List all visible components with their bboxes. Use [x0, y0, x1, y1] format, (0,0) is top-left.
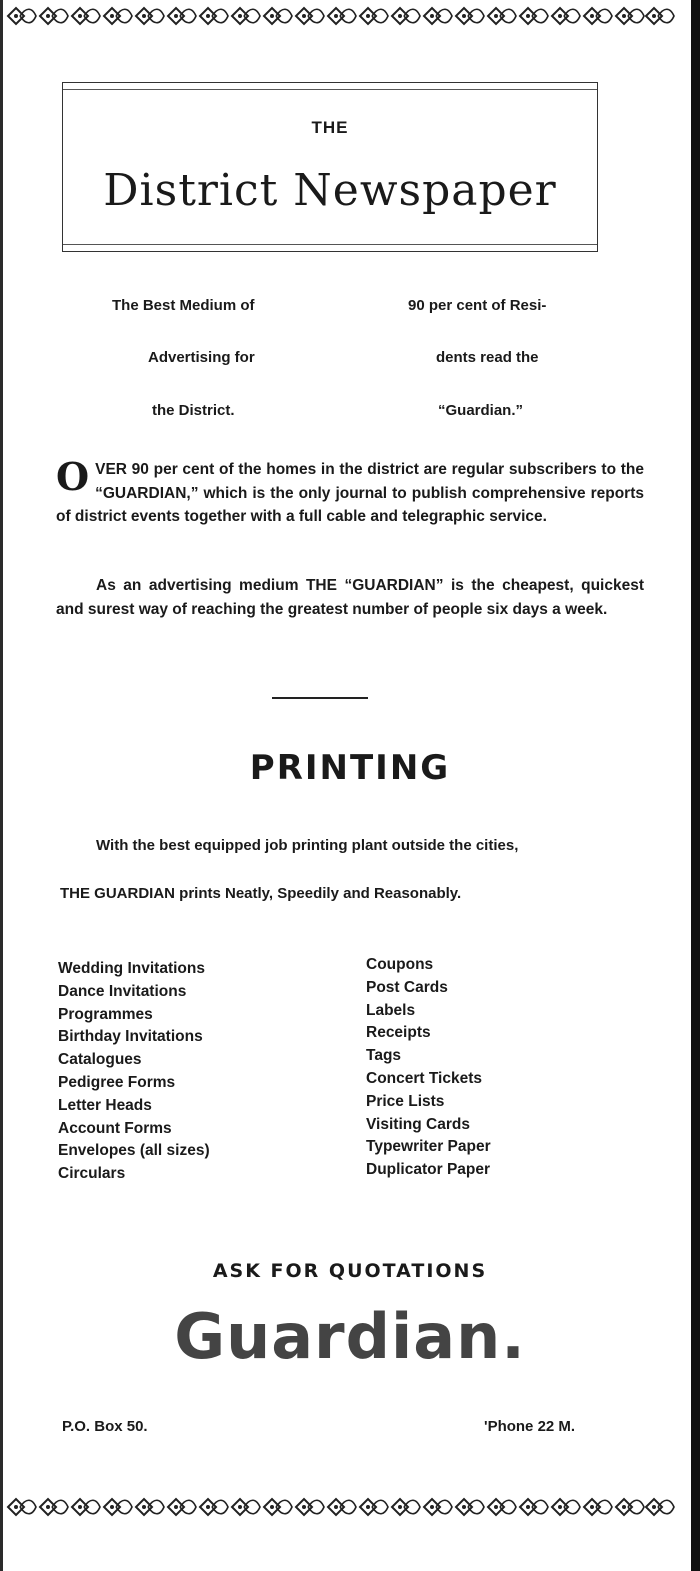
list-item: Catalogues	[58, 1051, 142, 1069]
ask-for-quotations: ASK FOR QUOTATIONS	[212, 1260, 488, 1282]
decorative-border-bottom	[6, 1494, 676, 1520]
list-item: Price Lists	[366, 1092, 445, 1110]
body-paragraph-1	[56, 454, 644, 529]
printing-intro-line-2: THE GUARDIAN prints Neatly, Speedily and Reasonably.	[60, 885, 462, 902]
masthead-rule-top	[63, 89, 597, 90]
brand-name: Guardian.	[174, 1300, 526, 1373]
masthead-rule-bottom	[63, 244, 597, 245]
list-item: Letter Heads	[58, 1096, 152, 1114]
phone-number: 'Phone 22 M.	[484, 1418, 576, 1435]
left-column-line-2: Advertising for	[148, 349, 255, 366]
product-list-left	[58, 958, 210, 1186]
left-column-line-3: the District.	[152, 402, 235, 419]
right-column-line-2: dents read the	[436, 349, 539, 366]
list-item: Account Forms	[58, 1119, 172, 1137]
left-column-line-1: The Best Medium of	[112, 297, 255, 314]
list-item: Wedding Invitations	[58, 960, 205, 977]
masthead-title: District Newspaper	[103, 165, 557, 216]
list-item: Visiting Cards	[366, 1115, 470, 1133]
list-item: Tags	[366, 1047, 402, 1065]
printing-intro-line-1: With the best equipped job printing plant outside the cities,	[96, 837, 519, 854]
list-item: Labels	[366, 1001, 416, 1019]
printing-heading: PRINTING	[249, 748, 451, 788]
right-column-line-1: 90 per cent of Resi-	[408, 297, 547, 314]
decorative-border-top	[6, 3, 676, 29]
list-item: Envelopes (all sizes)	[58, 1142, 210, 1160]
list-item: Typewriter Paper	[366, 1138, 491, 1156]
masthead-box	[62, 82, 598, 252]
list-item: Circulars	[58, 1165, 126, 1183]
body-paragraph-2: As an advertising medium THE “GUARDIAN” is the cheapest, quickest and surest way of reaching the greatest number of people six days a week.	[56, 577, 644, 618]
list-item: Dance Invitations	[58, 982, 187, 1000]
list-item: Post Cards	[366, 978, 448, 996]
section-divider	[272, 697, 368, 699]
list-item: Programmes	[58, 1005, 153, 1023]
drop-cap: O	[56, 454, 90, 499]
list-item: Birthday Invitations	[58, 1028, 203, 1046]
list-item: Duplicator Paper	[366, 1161, 491, 1179]
masthead-the: THE	[311, 118, 349, 137]
list-item: Pedigree Forms	[58, 1073, 176, 1091]
body-paragraph-1-text: VER 90 per cent of the homes in the district are regular subscribers to the “GUARDIAN,” which is the only journal to publish comprehensive reports of district events together with a full cable and telegraphic service.	[56, 461, 644, 525]
list-item: Receipts	[366, 1024, 431, 1042]
list-item: Coupons	[366, 956, 434, 973]
right-column-line-3: “Guardian.”	[438, 402, 524, 419]
product-list-right	[366, 954, 491, 1182]
list-item: Concert Tickets	[366, 1069, 483, 1087]
po-box: P.O. Box 50.	[62, 1418, 148, 1435]
